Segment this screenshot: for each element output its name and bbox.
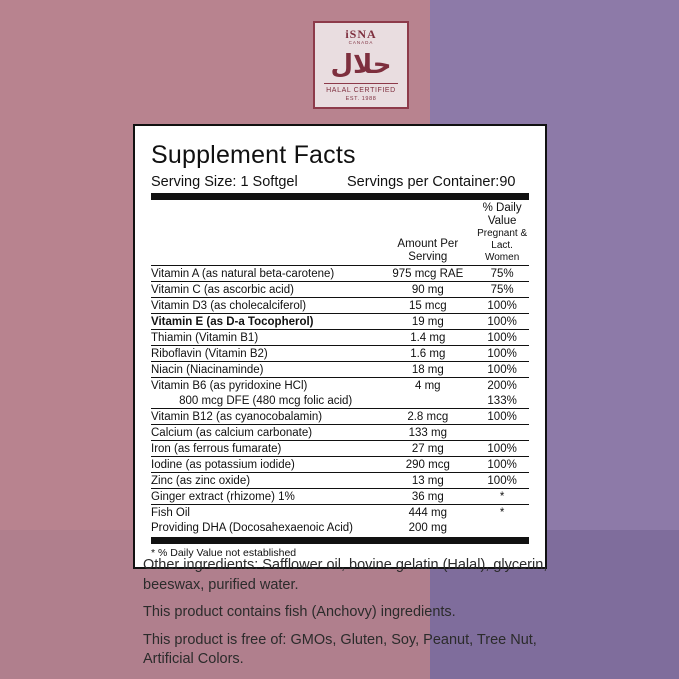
nutrient-name: Niacin (Niacinaminde) bbox=[151, 362, 380, 378]
free-of-text: This product is free of: GMOs, Gluten, Soy, Peanut, Tree Nut, Artificial Colors. bbox=[143, 631, 537, 667]
nutrient-name: Vitamin B12 (as cyanocobalamin) bbox=[151, 409, 380, 425]
table-row bbox=[151, 378, 529, 394]
table-row bbox=[151, 330, 529, 346]
halal-est-text: EST. 1988 bbox=[345, 96, 377, 102]
isna-canada-text: CANADA bbox=[348, 40, 374, 45]
table-row bbox=[151, 473, 529, 489]
nutrient-name: Iodine (as potassium iodide) bbox=[151, 457, 380, 473]
nutrient-amount: 90 mg bbox=[380, 282, 475, 298]
table-row bbox=[151, 441, 529, 457]
nutrient-name: Vitamin B6 (as pyridoxine HCl) bbox=[151, 378, 380, 394]
nutrient-name: Ginger extract (rhizome) 1% bbox=[151, 489, 380, 505]
nutrient-amount: 19 mg bbox=[380, 314, 475, 330]
table-row bbox=[151, 266, 529, 282]
nutrient-dv: 100% bbox=[475, 330, 529, 346]
contains-fish-text: This product contains fish (Anchovy) ingredients. bbox=[143, 604, 456, 620]
nutrient-name: Zinc (as zinc oxide) bbox=[151, 473, 380, 489]
bottom-information-block bbox=[143, 556, 563, 678]
table-row bbox=[151, 282, 529, 298]
badge-divider bbox=[324, 83, 398, 84]
halal-certified-badge bbox=[313, 21, 409, 109]
nutrient-dv: 100% bbox=[475, 314, 529, 330]
nutrient-amount: 1.4 mg bbox=[380, 330, 475, 346]
nutrient-amount: 13 mg bbox=[380, 473, 475, 489]
nutrient-dv bbox=[475, 425, 529, 441]
nutrient-amount: 2.8 mcg bbox=[380, 409, 475, 425]
nutrient-amount: 36 mg bbox=[380, 489, 475, 505]
serving-info-row bbox=[151, 174, 529, 190]
header-blank-cell bbox=[151, 200, 380, 266]
nutrient-name: Providing DHA (Docosahexaenoic Acid) bbox=[151, 521, 353, 534]
nutrient-amount: 15 mcg bbox=[380, 298, 475, 314]
nutrient-dv: * bbox=[475, 489, 529, 505]
nutrient-dv: 100% bbox=[475, 457, 529, 473]
nutrient-name: Vitamin E (as D-a Tocopherol) bbox=[151, 314, 380, 330]
table-row bbox=[151, 298, 529, 314]
nutrient-dv: 100% bbox=[475, 441, 529, 457]
supplement-facts-title: Supplement Facts bbox=[151, 141, 356, 169]
nutrient-dv: 100% bbox=[475, 362, 529, 378]
thick-divider-bottom bbox=[151, 537, 529, 544]
nutrient-name: Thiamin (Vitamin B1) bbox=[151, 330, 380, 346]
nutrient-name: Riboflavin (Vitamin B2) bbox=[151, 346, 380, 362]
nutrient-amount: 200 mg bbox=[408, 521, 447, 534]
halal-certified-text: HALAL CERTIFIED bbox=[326, 87, 396, 94]
table-row bbox=[151, 393, 529, 409]
nutrient-dv: * bbox=[475, 505, 529, 521]
nutrient-amount: 133 mg bbox=[380, 425, 475, 441]
serving-size-text: Serving Size: 1 Softgel bbox=[151, 174, 298, 190]
nutrient-dv: 100% bbox=[475, 298, 529, 314]
nutrient-name: Vitamin D3 (as cholecalciferol) bbox=[151, 298, 380, 314]
header-daily-value: % Daily Value Pregnant & Lact. Women bbox=[477, 201, 528, 263]
table-row bbox=[151, 489, 529, 505]
nutrient-name: Iron (as ferrous fumarate) bbox=[151, 441, 380, 457]
nutrient-amount: 975 mcg RAE bbox=[380, 266, 475, 282]
nutrient-name: 800 mcg DFE (480 mcg folic acid) bbox=[179, 394, 353, 407]
nutrient-dv: 100% bbox=[475, 473, 529, 489]
supplement-facts-table bbox=[151, 200, 529, 535]
nutrient-amount: 27 mg bbox=[380, 441, 475, 457]
nutrient-amount bbox=[380, 393, 475, 409]
nutrient-dv: 100% bbox=[475, 409, 529, 425]
nutrient-name: Vitamin A (as natural beta-carotene) bbox=[151, 266, 380, 282]
nutrient-amount: 444 mg bbox=[380, 505, 475, 521]
thick-divider-top bbox=[151, 193, 529, 200]
nutrient-name: Fish Oil bbox=[151, 505, 380, 521]
nutrient-amount: 1.6 mg bbox=[380, 346, 475, 362]
table-row bbox=[151, 425, 529, 441]
other-ingredients-text: Other ingredients: Safflower oil, bovine gelatin (Halal), glycerin, beeswax, purified water. bbox=[143, 557, 548, 593]
nutrient-dv bbox=[475, 520, 529, 535]
daily-value-footnote: * % Daily Value not established bbox=[151, 547, 297, 559]
isna-logo-text: iSNA bbox=[345, 27, 377, 41]
table-row bbox=[151, 457, 529, 473]
nutrient-amount: 18 mg bbox=[380, 362, 475, 378]
table-row bbox=[151, 505, 529, 521]
supplement-facts-panel bbox=[133, 124, 547, 569]
nutrient-dv: 133% bbox=[487, 394, 517, 407]
table-row bbox=[151, 409, 529, 425]
table-row bbox=[151, 520, 529, 535]
nutrient-amount: 290 mcg bbox=[380, 457, 475, 473]
halal-arabic-script: حلال bbox=[330, 50, 392, 80]
nutrient-dv: 100% bbox=[475, 346, 529, 362]
nutrient-dv: 200% bbox=[475, 378, 529, 394]
table-row bbox=[151, 346, 529, 362]
nutrient-dv: 75% bbox=[475, 266, 529, 282]
nutrient-dv: 75% bbox=[475, 282, 529, 298]
table-header-row bbox=[151, 200, 529, 266]
header-amount-per-serving: Amount Per Serving bbox=[397, 237, 459, 263]
nutrient-name: Vitamin C (as ascorbic acid) bbox=[151, 282, 380, 298]
nutrient-amount: 4 mg bbox=[380, 378, 475, 394]
nutrient-name: Calcium (as calcium carbonate) bbox=[151, 425, 380, 441]
table-row bbox=[151, 314, 529, 330]
servings-per-container-text: Servings per Container:90 bbox=[347, 174, 516, 190]
table-row bbox=[151, 362, 529, 378]
